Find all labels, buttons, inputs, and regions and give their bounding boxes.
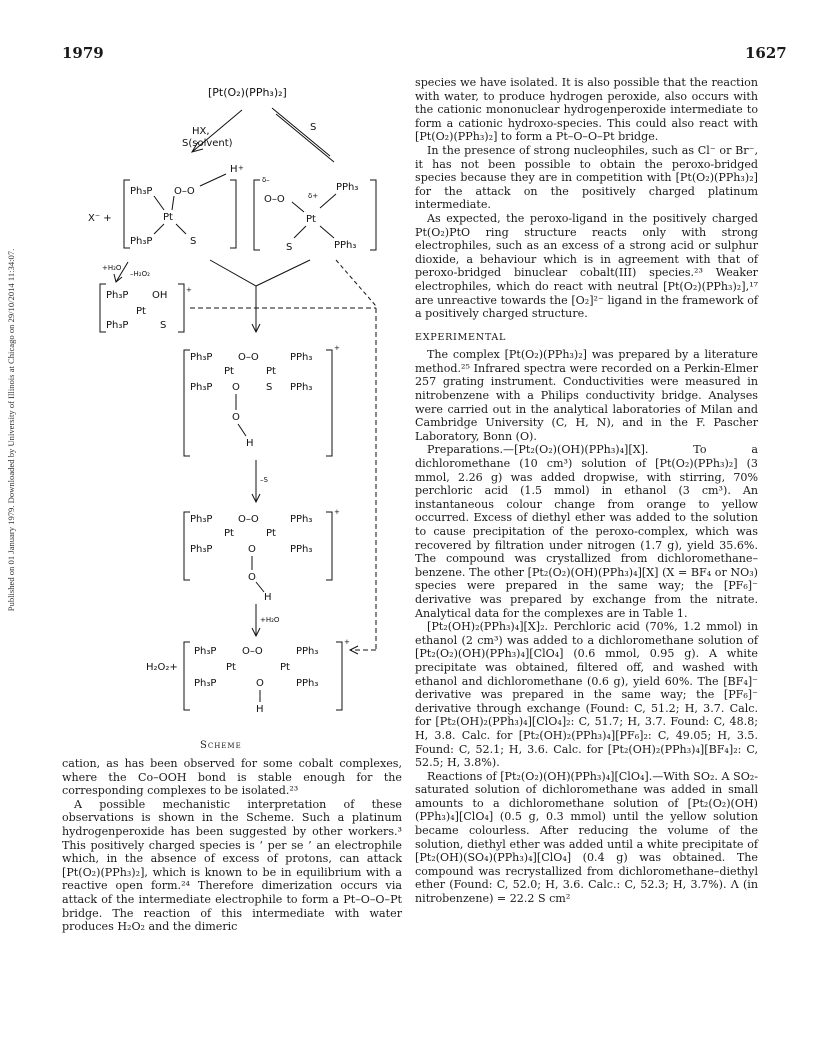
- converge-left: [210, 260, 256, 286]
- pph3-label: PPh₃: [296, 678, 319, 689]
- bracket-right-4: [326, 350, 332, 456]
- oh-label: OH: [152, 290, 168, 301]
- pt-label: Pt: [163, 212, 173, 223]
- bracket-left-4: [184, 350, 190, 456]
- h-plus-label: H: [230, 164, 238, 175]
- watermark-text: Published on 01 January 1979. Downloaded by University of Illinois at Chicago on 29/10/2014 11:34:07.: [6, 248, 16, 612]
- pt-label: Pt: [136, 306, 146, 317]
- experimental-paragraph-2: Preparations.—[Pt₂(O₂)(OH)(PPh₃)₄][X]. To a dichloromethane (10 cm³) solution of [Pt(O₂)(PPh₃)₂] (3 mmol, 2.26 g) was added dropwise, with stirring, 70% perchloric acid (1.5 mmol) in ethanol (3 cm³). An instantaneous colour change from orange to yellow occurred. Excess of diethyl ether was added to the solution to cause precipitation of the peroxo-complex, which was recovered by filtration under nitrogen (1.7 g), yield 35.6%. The compound was crystallized from dichloromethane–benzene. The other [Pt₂(O₂)(OH)(PPh₃)₄][X] (X = BF₄ or NO₃) species were prepared in the same way; the [PF₆]⁻ derivative was prepared by exchange from the nitrate. Analytical data for the complexes are in Table 1.: [415, 443, 758, 620]
- right-paragraph-1: species we have isolated. It is also possible that the reaction with water, to produce hydrogen peroxide, also occurs with the cationic mononuclear hydrogenperoxide intermediate to form a cationic hydroxo-species. This could also react with [Pt(O₂)(PPh₃)₂] to form a Pt–O–O–Pt bridge.: [415, 76, 758, 144]
- reaction-scheme: [80, 70, 410, 730]
- ph3p-label: Ph₃P: [190, 514, 213, 525]
- pt-label: Pt: [266, 366, 276, 377]
- ph3p-label: Ph₃P: [190, 382, 213, 393]
- h-label: H: [264, 592, 272, 603]
- s-label: S: [266, 382, 273, 393]
- delta-plus: δ+: [308, 192, 319, 200]
- ph3p-label: Ph₃P: [130, 186, 153, 197]
- left-column: [62, 757, 402, 934]
- oo-label: O–O: [264, 194, 285, 205]
- counterion-x: X⁻ +: [88, 213, 112, 224]
- bond: [172, 196, 174, 210]
- bracket-left-2: [254, 180, 260, 250]
- o-label: O: [232, 412, 240, 423]
- scheme-caption: Scheme: [200, 740, 242, 751]
- oo-label: O–O: [238, 514, 259, 525]
- pph3-label: PPh₃: [290, 382, 313, 393]
- experimental-paragraph-1: The complex [Pt(O₂)(PPh₃)₂] was prepared by a literature method.²⁵ Infrared spectra were recorded on a Perkin-Elmer 257 grating instrument. Conductivities were measured in nitrobenzene with a Philips conductivity bridge. Analyses were carried out in the analytical laboratories of Milan and Cambridge University (C, H, N), and in the F. Pascher Laboratory, Bonn (O).: [415, 348, 758, 443]
- minus-h2o2: –H₂O₂: [130, 270, 150, 278]
- h-label: H: [246, 438, 254, 449]
- converge-right: [256, 260, 310, 286]
- s-label: S: [190, 236, 197, 247]
- ph3p-label: Ph₃P: [194, 646, 217, 657]
- pt-label: Pt: [224, 366, 234, 377]
- right-paragraph-2: In the presence of strong nucleophiles, such as Cl⁻ or Br⁻, it has not been possible to obtain the peroxo-bridged species because they are in competition with [Pt(O₂)(PPh₃)₂] for the attack on the positively charged platinum intermediate.: [415, 143, 758, 212]
- bond: [176, 224, 186, 234]
- pph3-label: PPh₃: [334, 240, 357, 251]
- bond: [238, 424, 246, 436]
- pt-label: Pt: [224, 528, 234, 539]
- delta-minus: δ–: [262, 176, 270, 184]
- plus-h2o: +H₂O: [102, 264, 122, 272]
- pph3-label: PPh₃: [290, 544, 313, 555]
- oo-label: O–O: [242, 646, 263, 657]
- oo-label: O–O: [238, 352, 259, 363]
- plus-sign: +: [238, 164, 244, 172]
- s-label: S: [160, 320, 167, 331]
- reagent-solvent: S(solvent): [182, 138, 233, 149]
- ph3p-label: Ph₃P: [190, 544, 213, 555]
- arrow-s-forward: [272, 108, 330, 156]
- pt-label: Pt: [266, 528, 276, 539]
- journal-year: 1979: [62, 44, 104, 62]
- plus-h2o-2: +H₂O: [260, 616, 280, 624]
- o-label: O: [248, 544, 256, 555]
- arrow-s-back: [276, 114, 334, 162]
- pt-label: Pt: [306, 214, 316, 225]
- ph3p-label: Ph₃P: [106, 290, 129, 301]
- o-label: O: [232, 382, 240, 393]
- h-label: H: [256, 704, 264, 715]
- left-paragraph-1: cation, as has been observed for some cobalt complexes, where the Co–OOH bond is stable enough for the corresponding complexes to be isolated.²³: [62, 757, 402, 798]
- bond-oh: [200, 174, 226, 186]
- experimental-paragraph-3: [Pt₂(OH)₂(PPh₃)₄][X]₂. Perchloric acid (70%, 1.2 mmol) in ethanol (2 cm³) was added to a dichloromethane solution of [Pt₂(O₂)(OH)(PPh₃)₄][ClO₄] (0.6 mmol, 0.95 g). A white precipitate was obtained, filtered off, and washed with ethanol and dichloromethane (0.6 g), yield 60%. The [BF₄]⁻ derivative was prepared in the same way; the [PF₆]⁻ derivative through exchange (Found: C, 51.2; H, 3.7. Calc. for [Pt₂(OH)₂(PPh₃)₄][ClO₄]₂: C, 51.7; H, 3.7. Found: C, 48.8; H, 3.8. Calc. for [Pt₂(OH)₂(PPh₃)₄][PF₆]₂: C, 49.05; H, 3.5. Found: C, 52.1; H, 3.6. Calc. for [Pt₂(OH)₂(PPh₃)₄][BF₄]₂: C, 52.5; H, 3.8%).: [415, 620, 758, 770]
- bracket-right-6: [336, 642, 342, 710]
- minus-s: –S: [260, 476, 268, 484]
- bond: [154, 196, 164, 210]
- page-number: 1627: [745, 44, 787, 62]
- scheme-start-complex: [Pt(O₂)(PPh₃)₂]: [208, 86, 287, 99]
- dashed-path: [336, 260, 376, 306]
- bracket-right-5: [326, 512, 332, 580]
- bracket-right-1: [230, 180, 236, 248]
- pph3-label: PPh₃: [296, 646, 319, 657]
- bond: [292, 202, 304, 212]
- oo-label: O–O: [174, 186, 195, 197]
- pph3-label: PPh₃: [336, 182, 359, 193]
- pph3-label: PPh₃: [290, 514, 313, 525]
- ph3p-label: Ph₃P: [106, 320, 129, 331]
- o-label: O: [248, 572, 256, 583]
- reagent-s: S: [310, 122, 317, 133]
- reagent-hx: HX,: [192, 126, 210, 137]
- bracket-right-2: [370, 180, 376, 250]
- h2o2-plus: H₂O₂+: [146, 662, 178, 673]
- bond: [294, 226, 306, 238]
- ph3p-label: Ph₃P: [130, 236, 153, 247]
- bond: [320, 194, 336, 208]
- ph3p-label: Ph₃P: [194, 678, 217, 689]
- s-label: S: [286, 242, 293, 253]
- plus-sign: +: [186, 286, 192, 294]
- bond: [154, 224, 164, 234]
- plus-sign: +: [334, 344, 340, 352]
- plus-sign: +: [344, 638, 350, 646]
- bond: [320, 226, 334, 238]
- left-paragraph-2: A possible mechanistic interpretation of these observations is shown in the Scheme. Such a platinum hydrogenperoxide has been suggested by other workers.³ This positively charged species is ‘ per se ’ an electrophile which, in the absence of excess of protons, can attack [Pt(O₂)(PPh₃)₂], which is known to be in equilibrium with a reactive open form.²⁴ Therefore dimerization occurs via attack of the intermediate electrophile to form a Pt–O–O–Pt bridge. The reaction of this intermediate with water produces H₂O₂ and the dimeric: [62, 797, 402, 934]
- ph3p-label: Ph₃P: [190, 352, 213, 363]
- o-label: O: [256, 678, 264, 689]
- bracket-right-3: [178, 284, 184, 332]
- experimental-paragraph-4: Reactions of [Pt₂(O₂)(OH)(PPh₃)₄][ClO₄].—With SO₂. A SO₂-saturated solution of dichloromethane was added in small amounts to a dichloromethane solution of [Pt₂(O₂)(OH)(PPh₃)₄][ClO₄] (0.5 g, 0.3 mmol) until the yellow solution became colourless. After reducing the volume of the solution, diethyl ether was added until a white precipitate of [Pt₂(OH)(SO₄)(PPh₃)₄][ClO₄] (0.4 g) was obtained. The compound was recrystallized from dichloromethane–diethyl ether (Found: C, 52.0; H, 3.6. Calc.: C, 52.3; H, 3.7%). Λ (in nitrobenzene) = 22.2 S cm²: [415, 769, 758, 906]
- plus-sign: +: [334, 508, 340, 516]
- pt-label: Pt: [280, 662, 290, 673]
- download-watermark: [2, 120, 20, 740]
- pt-label: Pt: [226, 662, 236, 673]
- right-paragraph-3: As expected, the peroxo-ligand in the positively charged Pt(O₂)PtO ring structure reacts only with strong electrophiles, such as an excess of a strong acid or sulphur dioxide, a behaviour which is in agreement with that of peroxo-bridged binuclear cobalt(III) species.²³ Weaker electrophiles, which do react with neutral [Pt(O₂)(PPh₃)₂],¹⁷ are unreactive towards the [O₂]²⁻ ligand in the framework of a positively charged structure.: [415, 211, 758, 321]
- bracket-left-6: [184, 642, 190, 710]
- section-heading-experimental: EXPERIMENTAL: [415, 331, 507, 343]
- pph3-label: PPh₃: [290, 352, 313, 363]
- right-column: [415, 76, 758, 906]
- bond: [256, 582, 264, 592]
